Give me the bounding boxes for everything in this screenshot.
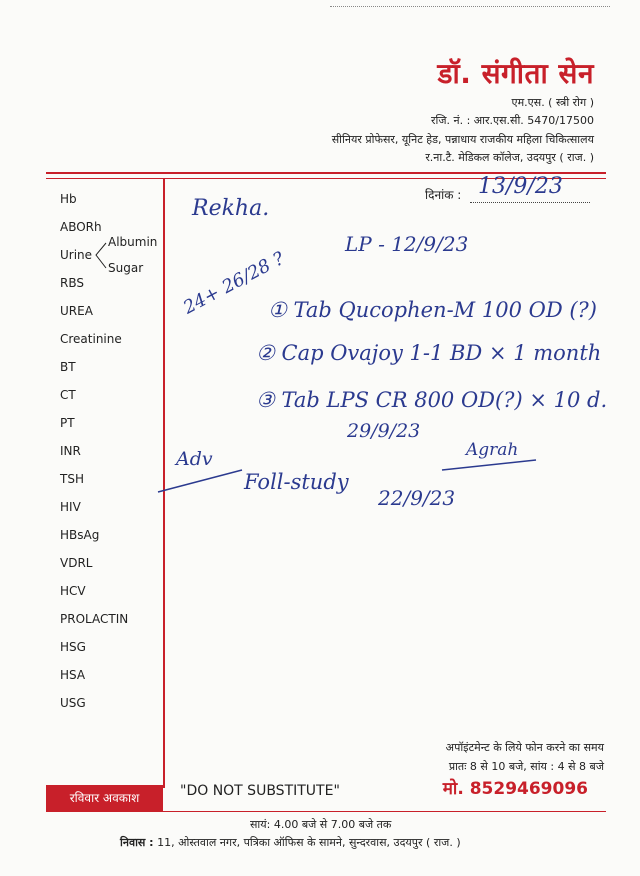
urine-bracket-icon — [94, 241, 108, 271]
follow-study-note: Foll-study — [244, 470, 349, 494]
test-item: INR — [60, 444, 81, 458]
test-item: PT — [60, 416, 75, 430]
rx-item-2: ② Cap Ovajoy 1-1 BD × 1 month — [256, 341, 602, 365]
doctor-position: सीनियर प्रोफेसर, यूनिट हेड, पन्नाधाय राजकीय महिला चिकित्सालय — [331, 133, 594, 146]
residence-address — [120, 835, 461, 850]
phone-number: मो. 8529469096 — [442, 779, 588, 799]
rx-item-1: ① Tab Qucophen-M 100 OD (?) — [268, 298, 597, 322]
residence-text: 11, ओस्तवाल नगर, पत्रिका ऑफिस के सामने, सुन्दरवास, उदयपुर ( राज. ) — [157, 836, 461, 849]
footer-divider — [46, 811, 606, 812]
patient-name: Rekha. — [192, 196, 270, 221]
test-item: HSG — [60, 640, 86, 654]
test-item: Hb — [60, 192, 77, 206]
registration-number: रजि. नं. : आर.एस.सी. 5470/17500 — [430, 114, 594, 127]
test-item: TSH — [60, 472, 84, 486]
rx-item-3-date: 29/9/23 — [347, 420, 421, 442]
test-item: UREA — [60, 304, 93, 318]
urine-sugar: Sugar — [108, 261, 144, 275]
date-label: दिनांक : — [425, 188, 462, 202]
test-item: PROLACTIN — [60, 612, 129, 626]
test-item: RBS — [60, 276, 84, 290]
college-name: र.ना.टै. मेडिकल कॉलेज, उदयपुर ( राज. ) — [425, 151, 594, 164]
residence-label: निवास : — [120, 836, 154, 849]
date-line — [470, 202, 590, 203]
urine-albumin: Albumin — [108, 235, 158, 249]
follow-date: 22/9/23 — [378, 486, 456, 510]
test-item: Creatinine — [60, 332, 122, 346]
advice-label: Adv — [176, 448, 213, 470]
rx-item-3: ③ Tab LPS CR 800 OD(?) × 10 d. — [256, 388, 608, 412]
test-item: CT — [60, 388, 76, 402]
do-not-substitute: "DO NOT SUBSTITUTE" — [180, 783, 340, 799]
advice-arrow-icon — [156, 462, 246, 498]
doctor-name: डॉ. संगीता सेन — [437, 57, 594, 90]
appointment-info: अपॉइंटमेन्ट के लिये फोन करने का समय — [445, 741, 604, 754]
evening-hours: सायं: 4.00 बजे से 7.00 बजे तक — [250, 818, 392, 831]
test-item: HIV — [60, 500, 81, 514]
test-item: Urine — [60, 248, 93, 262]
appointment-hours: प्रातः 8 से 10 बजे, सांय : 4 से 8 बजे — [448, 760, 604, 773]
test-item: VDRL — [60, 556, 93, 570]
test-item: HSA — [60, 668, 86, 682]
test-item: BT — [60, 360, 76, 374]
paper-edge — [330, 6, 610, 7]
lmp-note: LP - 12/9/23 — [345, 232, 469, 256]
test-item: USG — [60, 696, 86, 710]
qualification: एम.एस. ( स्त्री रोग ) — [511, 96, 594, 109]
signature-stroke — [440, 456, 540, 476]
sunday-holiday-badge: रविवार अवकाश — [46, 785, 163, 811]
test-item: HCV — [60, 584, 86, 598]
doctor-signature: Agrah — [466, 440, 519, 460]
date-value: 13/9/23 — [478, 174, 563, 199]
test-item: ABORh — [60, 220, 102, 234]
test-item: HBsAg — [60, 528, 100, 542]
gestation-note: 24+ 26/28 ? — [180, 247, 288, 319]
